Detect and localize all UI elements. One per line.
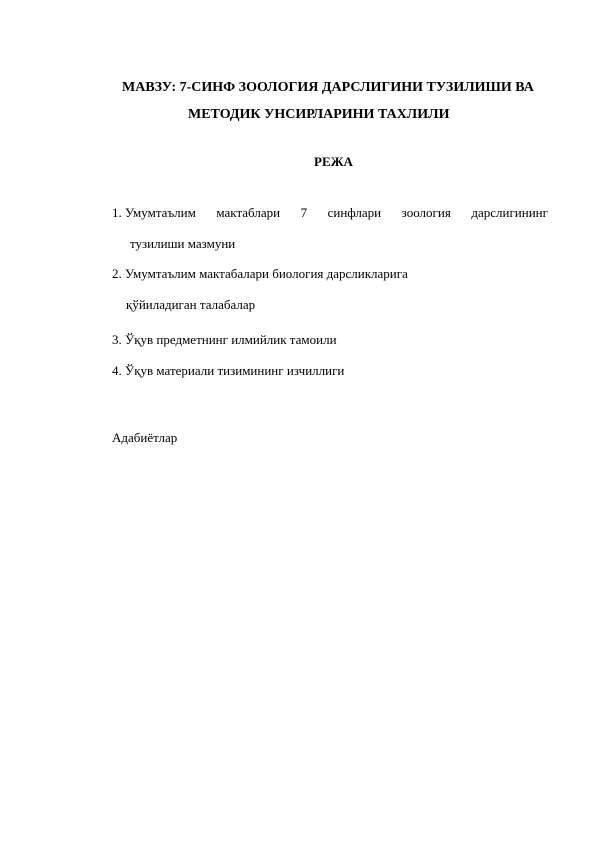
references-heading: Адабиётлар xyxy=(112,430,178,445)
plan-item-3: 3. Ўқув предметнинг илмийлик тамоили xyxy=(112,332,337,347)
plan-item-1-word: 1. Умумтаълим xyxy=(112,205,196,220)
plan-item-2-continuation: қўйиладиган талабалар xyxy=(126,297,256,312)
plan-heading: РЕЖА xyxy=(314,154,353,169)
plan-item-1 xyxy=(112,205,548,221)
document-title-line-2: МЕТОДИК УНСИРЛАРИНИ ТАХЛИЛИ xyxy=(188,107,450,122)
plan-item-1-continuation: тузилиши мазмуни xyxy=(130,236,236,251)
plan-item-2: 2. Умумтаълим мактабалари биология дарсликларига xyxy=(112,266,408,281)
plan-item-1-word: дарслигининг xyxy=(471,205,548,220)
document-title-line-1: МАВЗУ: 7-СИНФ ЗООЛОГИЯ ДАРСЛИГИНИ ТУЗИЛИШИ ВА xyxy=(122,80,534,95)
plan-item-4: 4. Ўқув материали тизимининг изчиллиги xyxy=(112,363,345,378)
plan-item-1-word: мактаблари xyxy=(216,205,281,220)
plan-item-1-word: синфлари xyxy=(327,205,382,220)
plan-item-1-word: зоология xyxy=(401,205,451,220)
plan-item-1-word: 7 xyxy=(300,205,308,220)
